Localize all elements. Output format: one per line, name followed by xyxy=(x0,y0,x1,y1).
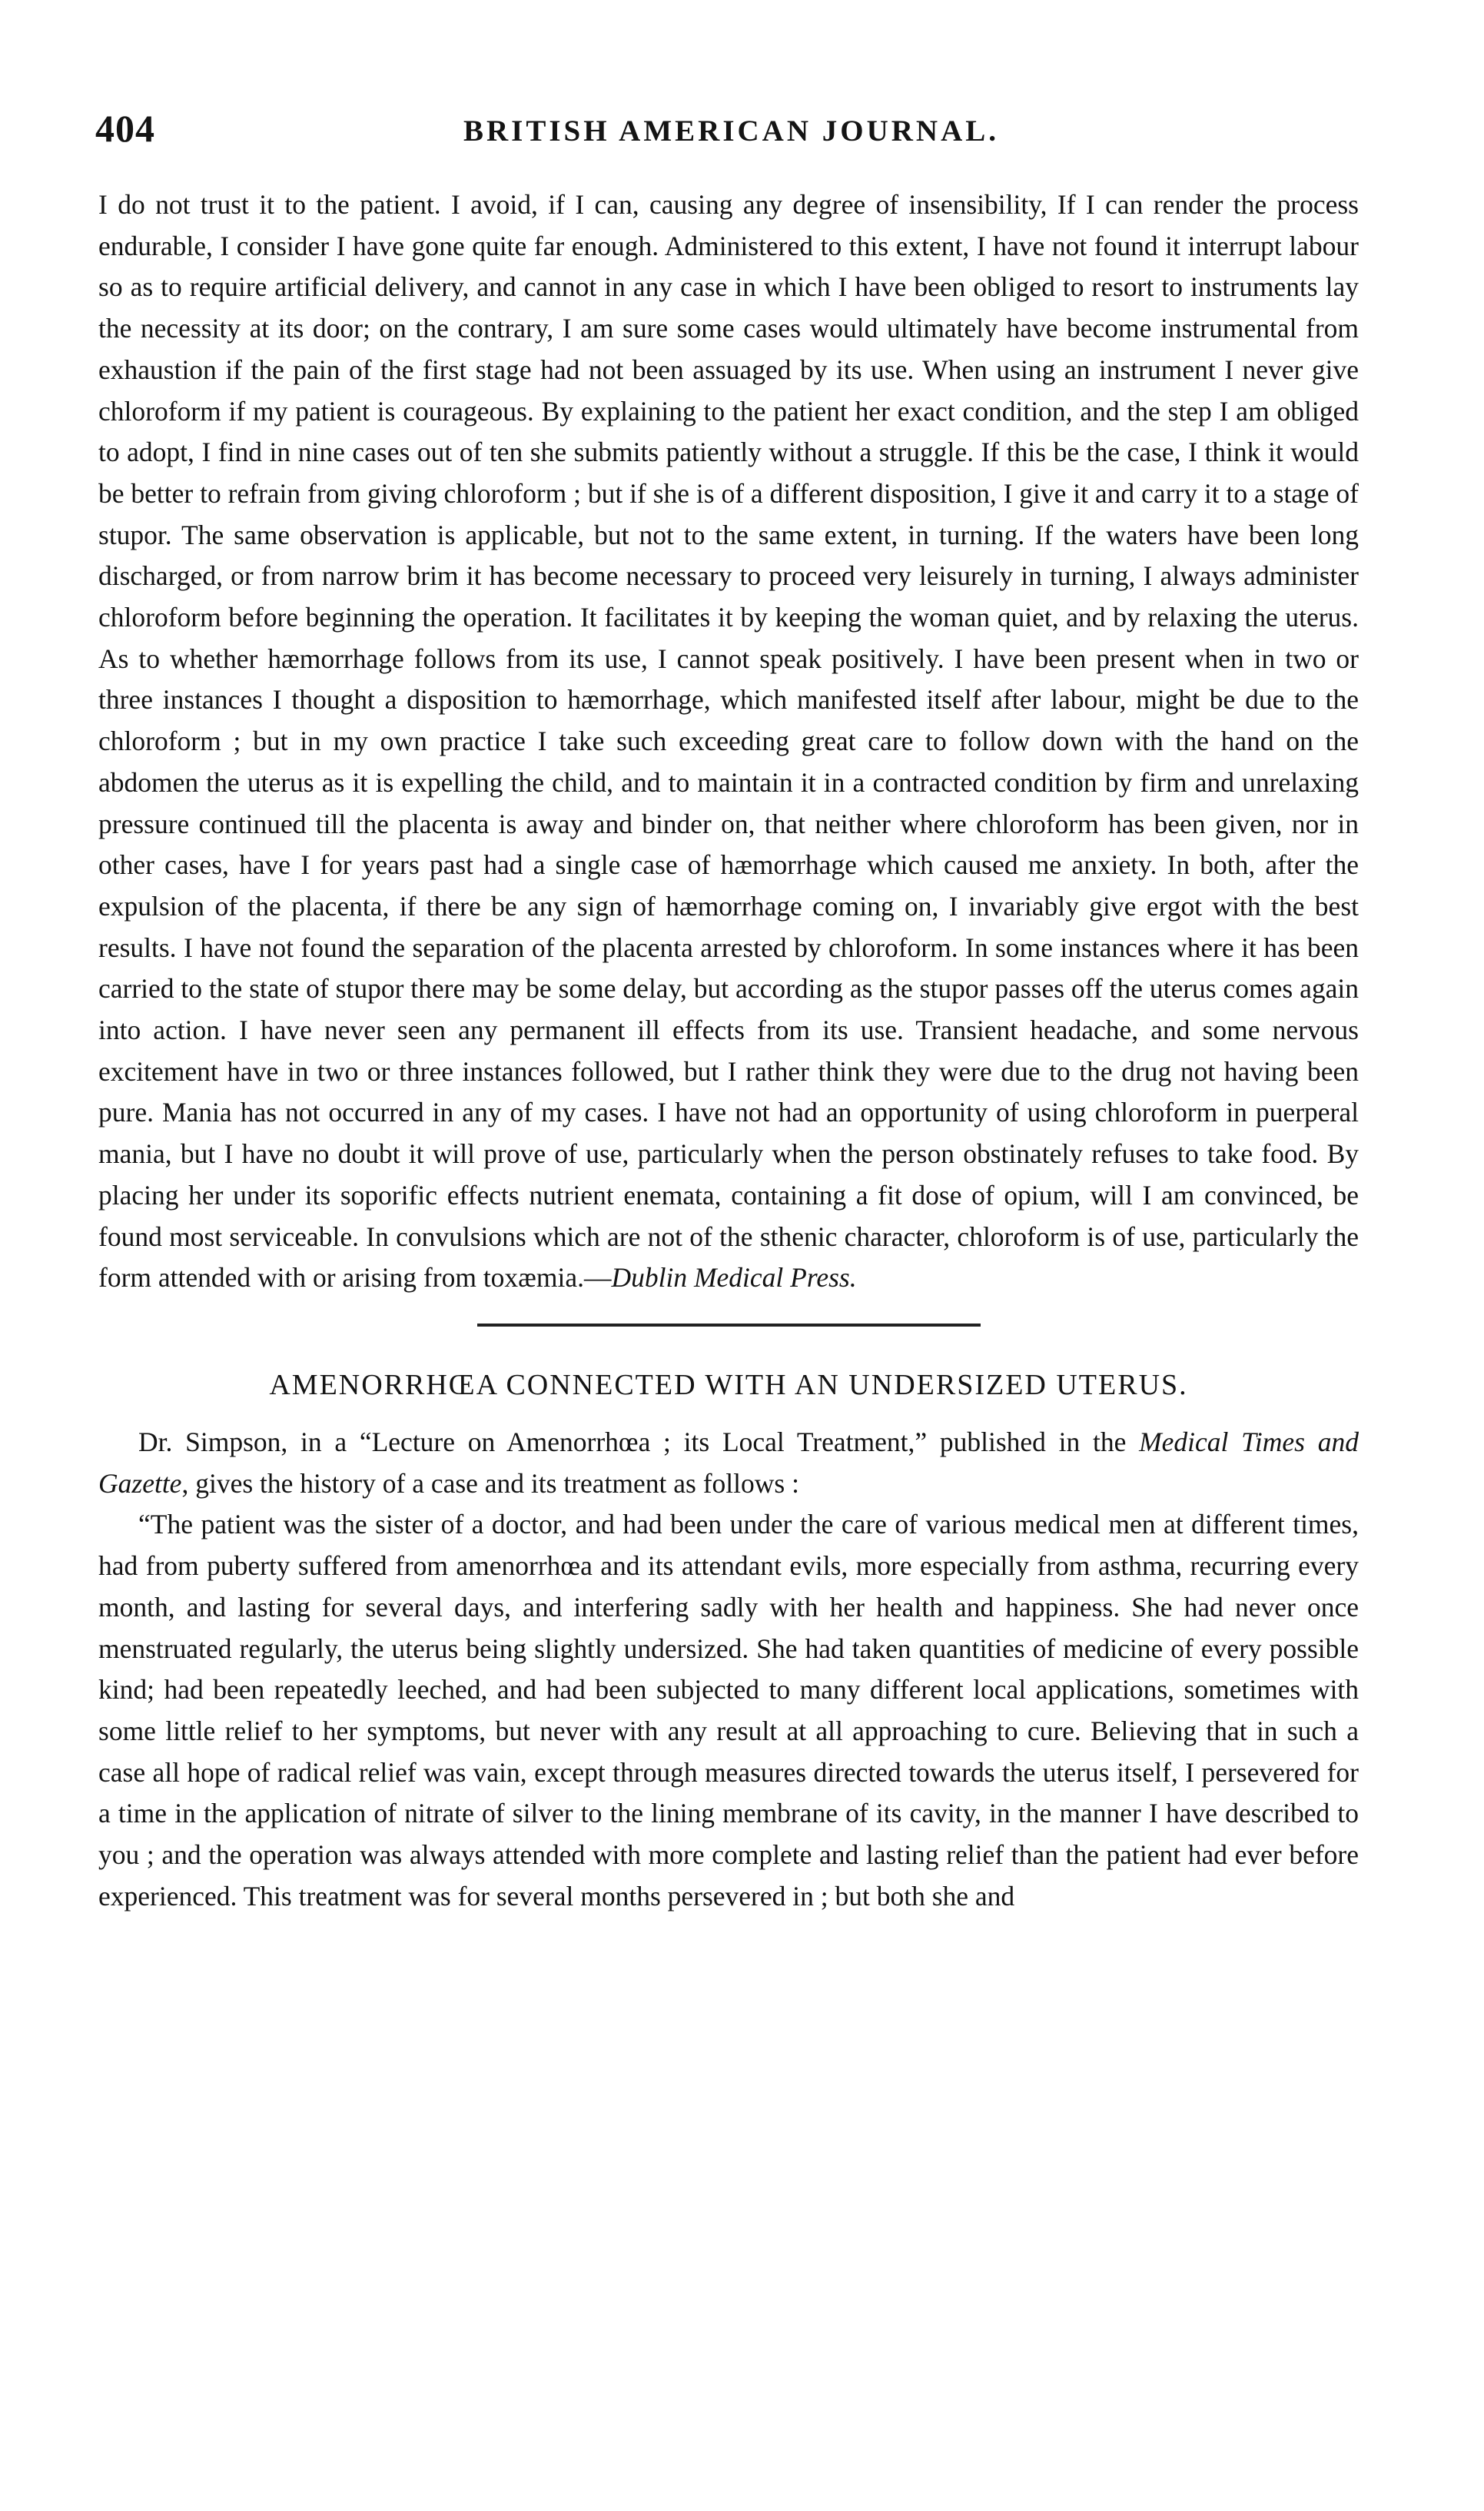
source-citation: Dublin Medical Press. xyxy=(611,1262,857,1294)
article-title: AMENORRHŒA CONNECTED WITH AN UNDERSIZED UTERUS. xyxy=(269,1368,1188,1401)
journal-title: BRITISH AMERICAN JOURNAL. xyxy=(463,115,999,148)
chloroform-paragraph: I do not trust it to the patient. I avoid, if I can, causing any degree of insensibility, If I can render the process endurable, I consider I have gone quite far enough. Administered to this extent, I have not found it interrupt labour so as to require artificial delivery, and cannot in any case in which I have been obliged to resort to instruments lay the necessity at its door; on the contrary, I am sure some cases would ultimately have become instrumental from exhaustion if the pain of the first stage had not been assuaged by its use. When using an instrument I never give chloroform if my patient is courageous. By explaining to the patient her exact condition, and the step I am obliged to adopt, I find in nine cases out of ten she submits patiently without a struggle. If this be the case, I think it would be better to refrain from giving chloroform ; but if she is of a different disposition, I give it and carry it to a stage of stupor. The same observation is applicable, but not to the same extent, in turning. If the waters have been long discharged, or from narrow brim it has become necessary to proceed very leisurely in turning, I always administer chloroform before beginning the operation. It facilitates it by keeping the woman quiet, and by relaxing the uterus. As to whether hæmorrhage follows from its use, I cannot speak positively. I have been present when in two or three instances I thought a disposition to hæmorrhage, which manifested itself after labour, might be due to the chloroform ; but in my own practice I take such exceeding great care to follow down with the hand on the abdomen the uterus as it is expelling the child, and to maintain it in a contracted condition by firm and unrelaxing pressure continued till the placenta is away and binder on, that neither where chloroform has been given, nor in other cases, have I for years past had a single case of hæmorrhage which caused me anxiety. In both, after the expulsion of the placenta, if there be any sign of hæmorrhage coming on, I invariably give ergot with the best results. I have not found the separation of the placenta arrested by chloroform. In some instances where it has been carried to the state of stupor there may be some delay, but according as the stupor passes off the uterus comes again into action. I have never seen any permanent ill effects from its use. Transient headache, and some nervous excitement have in two or three instances followed, but I rather think they were due to the drug not having been pure. Mania has not occurred in any of my cases. I have not had an opportunity of using chloroform in puerperal mania, but I have no doubt it will prove of use, particularly when the person obstinately refuses to take food. By placing her under its soporific effects nutrient enemata, containing a fit dose of opium, will I am convinced, be found most serviceable. In convulsions which are not of the sthenic character, chloroform is of use, particularly the form attended with or arising from toxæmia.— xyxy=(98,189,1359,1294)
case-quote: “The patient was the sister of a doctor, and had been under the care of various medical men at different times, had from puberty suffered from amenorrhœa and its attendant evils, more especially from asthma, recurring every month, and lasting for several days, and interfering sadly with her health and happiness. She had never once menstruated regularly, the uterus being slightly undersized. She had taken quantities of medicine of every possible kind; had been repeatedly leeched, and had been subjected to many different local applications, sometimes with some little relief to her symptoms, but never with any result at all approaching to cure. Believing that in such a case all hope of radical relief was vain, except through measures directed towards the uterus itself, I persevered for a time in the application of nitrate of silver to the lining membrane of its cavity, in the manner I have described to you ; and the operation was always attended with more complete and lasting relief than the patient had ever before experienced. This treatment was for several months persevered in ; but both she and xyxy=(98,1509,1359,1911)
running-head xyxy=(95,107,1359,161)
article-intro xyxy=(98,1422,1359,1504)
section-divider xyxy=(477,1324,981,1327)
article-chloroform-body xyxy=(98,184,1359,1299)
intro-text-start: Dr. Simpson, in a “Lecture on Amenorrhœa ; its Local Treatment,” published in the xyxy=(138,1426,1140,1457)
page-number: 404 xyxy=(95,107,155,150)
journal-page xyxy=(95,107,1359,1917)
publication-name: Medical Times and Gazette xyxy=(98,1426,1359,1499)
intro-text-end: , gives the history of a case and its treatment as follows : xyxy=(181,1467,799,1499)
